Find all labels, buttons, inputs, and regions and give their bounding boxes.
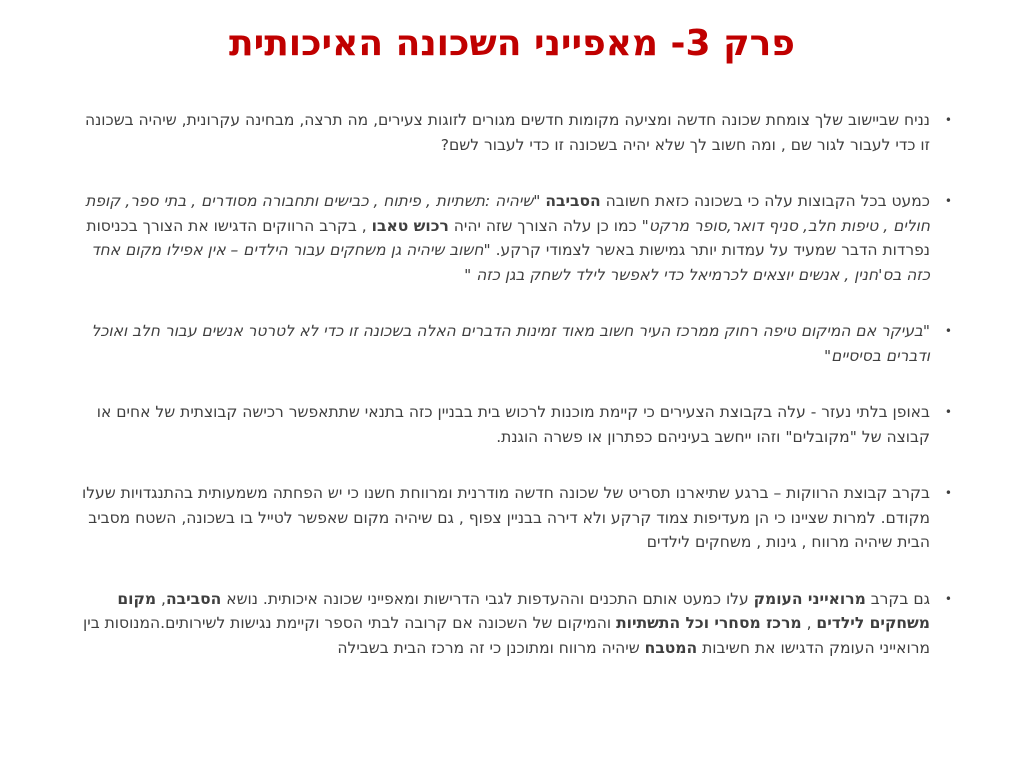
slide-title: פרק 3- מאפייני השכונה האיכותית xyxy=(229,23,795,64)
bullet-dot-icon: • xyxy=(944,113,952,127)
bullet-text-segment: , xyxy=(801,614,817,632)
bullet-text-segment: בקרב קבוצת הרווקות – ברגע שתיארנו תסריט של שכונה חדשה מודרנית ומרווחת חשנו כי יש הפחתה משמעותית בהתנגדויות שעלו מקודם. למרות שציינו כי הן מעדיפות צמוד קרקע ולא דירה בבניין צפוף , גם שיהיה מקום שאפשר לטייל בו בשכונה, השטח מסביב הבית שיהיה מרווח , גינות , משחקים לילדים xyxy=(81,484,930,551)
bullet-item xyxy=(72,481,952,555)
bullet-text-segment: , xyxy=(156,589,166,608)
bullet-item xyxy=(72,587,952,661)
bullet-text-segment: כמעט בכל הקבוצות עלה כי בשכונה כזאת חשובה xyxy=(600,192,930,210)
bullet-text-segment: מקום משחקים לילדים xyxy=(117,589,930,632)
bullet-item xyxy=(72,189,952,287)
bullet-dot-icon: • xyxy=(944,591,952,606)
bullet-text-segment: גם בקרב xyxy=(865,589,930,608)
bullet-dot-icon: • xyxy=(944,405,952,419)
bullet-dot-icon: • xyxy=(944,486,952,500)
bullet-text-segment: , בקרב הרווקים הדגישו את הצורך בכניסות נפרדות הדבר שמעיד על עמדות יותר גמישות באשר לצמודי קרקע. xyxy=(86,216,930,259)
bullet-item xyxy=(72,319,952,368)
bullet-text-segment: הסביבה xyxy=(165,589,222,608)
bullet-text-segment: באופן בלתי נעזר - עלה בקבוצת הצעירים כי קיימת מוכנות לרכוש בית בבניין כזה בתנאי שתתאפשר רכישה קבוצתית של אחים או קבוצה של "מקובלים" וזהו ייחשב בעיניהם כפתרון או פשרה הוגנת. xyxy=(96,403,930,446)
bullet-list xyxy=(72,108,952,692)
bullet-text-segment: "בעיקר אם המיקום טיפה רחוק ממרכז העיר חשוב מאוד זמינות הדברים האלה בשכונה זו כדי לא לטרטר אנשים עבור חלב ואוכל ודברים בסיסיים" xyxy=(91,322,930,365)
bullet-text-segment: כמו כן עלה הצורך שזה יהיה xyxy=(448,216,637,235)
bullet-item xyxy=(72,108,952,157)
bullet-text-segment: נניח שביישוב שלך צומחת שכונה חדשה ומציעה מקומות חדשים מגורים לזוגות צעירים, מה תרצה, מבחינה עקרונית, שיהיה בשכונה זו כדי לעבור לגור שם , ומה חשוב לך שלא יהיה בשכונה זו כדי לעבור לשם? xyxy=(84,111,930,154)
bullet-dot-icon: • xyxy=(944,194,952,208)
bullet-text-segment: רכוש טאבו xyxy=(371,216,449,235)
bullet-text-segment: המטבח xyxy=(644,638,698,657)
bullet-text-segment: "שיהיה :תשתיות , פיתוח , כבישים ותחבורה מסודרים , בתי ספר, קופת חולים , טיפות חלב, סניף דואר,סופר מרקט" xyxy=(85,192,930,235)
bullet-text-segment: הסביבה xyxy=(545,192,601,210)
bullet-text-segment: שיהיה מרווח ומתוכנן כי זה מרכז הבית בשבילה xyxy=(337,638,645,657)
bullet-text-segment: מרכז מסחרי וכל התשתיות xyxy=(616,614,802,632)
bullet-item xyxy=(72,400,952,449)
bullet-text-segment: מרואייני העומק xyxy=(753,589,866,608)
bullet-text-segment: "חשוב שיהיה גן משחקים עבור הילדים – אין אפילו מקום אחד כזה בס'חנין , אנשים יוצאים לכרמיאל כדי לאפשר לילד לשחק בגן כזה " xyxy=(91,241,930,284)
bullet-dot-icon: • xyxy=(944,324,952,338)
bullet-text-segment: עלו כמעט אותם התכנים וההעדפות לגבי הדרישות ומאפייני שכונה איכותית. נושא xyxy=(221,589,754,608)
bullet-text-segment: והמיקום של השכונה אם קרובה לבתי הספר וקיימת נגישות לשירותים.המנוסות בין מרואייני העומק הדגישו את חשיבות xyxy=(83,614,930,657)
